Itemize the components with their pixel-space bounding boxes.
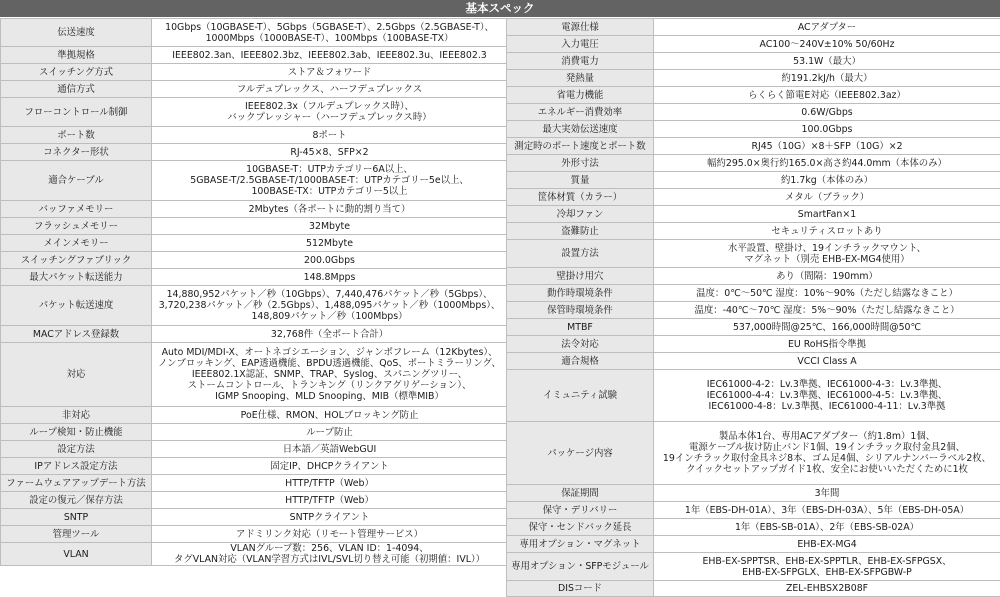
spec-row [1, 81, 508, 98]
spec-row [1, 64, 508, 81]
spec-row [1, 343, 508, 407]
spec-row [507, 53, 1000, 70]
spec-label: 設定の復元／保存方法 [1, 492, 152, 509]
spec-table-left-body [1, 19, 508, 566]
spec-label: スイッチングファブリック [1, 252, 152, 269]
spec-value: IEEE802.3an、IEEE802.3bz、IEEE802.3ab、IEEE802.3u、IEEE802.3 [152, 47, 508, 64]
spec-value: ACアダプター [654, 19, 1000, 36]
spec-value: 水平設置、壁掛け、19インチラックマウント、 マグネット（別売 EHB-EX-MG4使用） [654, 240, 1000, 268]
spec-row [507, 502, 1000, 519]
spec-value: EU RoHS指令準拠 [654, 336, 1000, 353]
spec-value: HTTP/TFTP（Web） [152, 492, 508, 509]
spec-value: 温度：-40℃～70℃ 湿度：5%～90%（ただし結露なきこと） [654, 302, 1000, 319]
spec-value: 148.8Mpps [152, 269, 508, 286]
spec-row [507, 553, 1000, 581]
spec-row [507, 172, 1000, 189]
spec-row [1, 543, 508, 566]
spec-value: VCCI Class A [654, 353, 1000, 370]
spec-label: 適合ケーブル [1, 161, 152, 201]
spec-value: 幅約295.0×奥行約165.0×高さ約44.0mm（本体のみ） [654, 155, 1000, 172]
spec-row [507, 519, 1000, 536]
spec-value: 32,768件（全ポート合計） [152, 326, 508, 343]
spec-value: 537,000時間@25℃、166,000時間@50℃ [654, 319, 1000, 336]
spec-row [507, 536, 1000, 553]
spec-value: EHB-EX-SPPTSR、EHB-EX-SPPTLR、EHB-EX-SFPGSX、 EHB-EX-SFPGLX、EHB-EX-SFPGBW-P [654, 553, 1000, 581]
spec-label: 省電力機能 [507, 87, 654, 104]
spec-value: 製品本体1台、専用ACアダプター（約1.8m）1個、 電源ケーブル抜け防止バンド1個、19インチラック取付金具2個、 19インチラック取付金具ネジ8本、ゴム足4個、シリアルナンバーラベル2枚、 クイックセットアップガイド1枚、安全にお使いいただくために1枚 [654, 422, 1000, 485]
spec-label: ループ検知・防止機能 [1, 424, 152, 441]
spec-label: 適合規格 [507, 353, 654, 370]
spec-value: アドミリンク対応（リモート管理サービス） [152, 526, 508, 543]
spec-value: 10Gbps（10GBASE-T）、5Gbps（5GBASE-T）、2.5Gbps（2.5GBASE-T）、 1000Mbps（1000BASE-T）、100Mbps（100BASE-TX） [152, 19, 508, 47]
spec-label: 専用オプション・マグネット [507, 536, 654, 553]
spec-label: 通信方式 [1, 81, 152, 98]
spec-label: パケット転送速度 [1, 286, 152, 326]
spec-value: フルデュプレックス、ハーフデュプレックス [152, 81, 508, 98]
spec-value: 3年間 [654, 485, 1000, 502]
spec-row [507, 87, 1000, 104]
spec-row [507, 189, 1000, 206]
spec-row [1, 475, 508, 492]
spec-value: 2Mbytes（各ポートに動的割り当て） [152, 201, 508, 218]
spec-value: メタル（ブラック） [654, 189, 1000, 206]
spec-row [1, 218, 508, 235]
spec-value: RJ-45×8、SFP×2 [152, 144, 508, 161]
spec-label: 保証期間 [507, 485, 654, 502]
spec-row [1, 235, 508, 252]
spec-value: 512Mbyte [152, 235, 508, 252]
spec-label: MACアドレス登録数 [1, 326, 152, 343]
spec-value: 32Mbyte [152, 218, 508, 235]
spec-value: らくらく節電E対応（IEEE802.3az） [654, 87, 1000, 104]
spec-label: フローコントロール制御 [1, 98, 152, 127]
spec-label: 消費電力 [507, 53, 654, 70]
spec-value: 固定IP、DHCPクライアント [152, 458, 508, 475]
spec-value: 日本語／英語WebGUI [152, 441, 508, 458]
spec-label: 設置方法 [507, 240, 654, 268]
spec-row [507, 138, 1000, 155]
spec-row [507, 581, 1000, 597]
spec-row [507, 155, 1000, 172]
spec-label: SNTP [1, 509, 152, 526]
spec-row [507, 302, 1000, 319]
spec-value: VLANグループ数：256、VLAN ID：1-4094、 タグVLAN対応（VLAN学習方式はIVL/SVL切り替え可能（初期値：IVL）） [152, 543, 508, 566]
spec-row [1, 509, 508, 526]
spec-label: 伝送速度 [1, 19, 152, 47]
spec-label: 質量 [507, 172, 654, 189]
spec-label: 入力電圧 [507, 36, 654, 53]
spec-value: IEEE802.3x（フルデュプレックス時）、 バックプレッシャー（ハーフデュプレックス時） [152, 98, 508, 127]
spec-value: 100.0Gbps [654, 121, 1000, 138]
spec-value: 約1.7kg（本体のみ） [654, 172, 1000, 189]
spec-value: Auto MDI/MDI-X、オートネゴシエーション、ジャンボフレーム（12Kbytes）、 ノンブロッキング、EAP透過機能、BPDU透過機能、QoS、ポートミラーリング、 IEEE802.1X認証、SNMP、TRAP、Syslog、スパニングツリー、 ストームコントロール、トランキング（リンクアグリゲーション）、 IGMP Snooping、MLD Snooping、MIB（標準MIB） [152, 343, 508, 407]
spec-label: 筐体材質（カラー） [507, 189, 654, 206]
spec-row [507, 19, 1000, 36]
spec-row [1, 424, 508, 441]
spec-row [1, 269, 508, 286]
spec-value: あり（間隔：190mm） [654, 268, 1000, 285]
spec-row [507, 268, 1000, 285]
spec-row [507, 336, 1000, 353]
spec-row [507, 70, 1000, 87]
spec-label: 電源仕様 [507, 19, 654, 36]
spec-row [507, 422, 1000, 485]
spec-row [1, 98, 508, 127]
spec-label: VLAN [1, 543, 152, 566]
spec-value: PoE仕様、RMON、HOLブロッキング防止 [152, 407, 508, 424]
spec-label: パッケージ内容 [507, 422, 654, 485]
spec-label: イミュニティ試験 [507, 370, 654, 422]
spec-label: 動作時環境条件 [507, 285, 654, 302]
spec-row [1, 526, 508, 543]
spec-value: 1年（EBS-DH-01A）、3年（EBS-DH-03A）、5年（EBS-DH-05A） [654, 502, 1000, 519]
spec-label: エネルギー消費効率 [507, 104, 654, 121]
spec-row [507, 353, 1000, 370]
spec-value: 10GBASE-T：UTPカテゴリー6A以上、 5GBASE-T/2.5GBASE-T/1000BASE-T：UTPカテゴリー5e以上、 100BASE-TX：UTPカテゴリー5以上 [152, 161, 508, 201]
spec-value: 53.1W（最大） [654, 53, 1000, 70]
spec-label: IPアドレス設定方法 [1, 458, 152, 475]
spec-row [507, 36, 1000, 53]
spec-label: 壁掛け用穴 [507, 268, 654, 285]
spec-label: 最大パケット転送能力 [1, 269, 152, 286]
spec-label: 測定時のポート速度とポート数 [507, 138, 654, 155]
spec-row [507, 223, 1000, 240]
spec-row [1, 201, 508, 218]
spec-row [1, 252, 508, 269]
spec-row [507, 485, 1000, 502]
spec-label: MTBF [507, 319, 654, 336]
spec-value: HTTP/TFTP（Web） [152, 475, 508, 492]
spec-value: セキュリティスロットあり [654, 223, 1000, 240]
spec-value: 約191.2kJ/h（最大） [654, 70, 1000, 87]
spec-value: SmartFan×1 [654, 206, 1000, 223]
spec-label: ポート数 [1, 127, 152, 144]
spec-row [507, 206, 1000, 223]
spec-label: 保守・センドバック延長 [507, 519, 654, 536]
spec-value: ZEL-EHBSX2B08F [654, 581, 1000, 597]
spec-label: 盗難防止 [507, 223, 654, 240]
spec-label: 保管時環境条件 [507, 302, 654, 319]
spec-label: DISコード [507, 581, 654, 597]
spec-value: 8ポート [152, 127, 508, 144]
spec-value: RJ45（10G）×8＋SFP（10G）×2 [654, 138, 1000, 155]
spec-value: EHB-EX-MG4 [654, 536, 1000, 553]
spec-label: 準拠規格 [1, 47, 152, 64]
spec-row [1, 441, 508, 458]
spec-label: 対応 [1, 343, 152, 407]
spec-row [1, 161, 508, 201]
spec-value: ストア＆フォワード [152, 64, 508, 81]
spec-value: 0.6W/Gbps [654, 104, 1000, 121]
spec-label: 法令対応 [507, 336, 654, 353]
spec-table-right-body [507, 19, 1000, 597]
spec-label: 保守・デリバリー [507, 502, 654, 519]
spec-value: ループ防止 [152, 424, 508, 441]
spec-table-right [506, 18, 1000, 597]
spec-row [1, 286, 508, 326]
spec-table-left [0, 18, 508, 566]
spec-value: IEC61000-4-2：Lv.3準拠、IEC61000-4-3：Lv.3準拠、 IEC61000-4-4：Lv.3準拠、IEC61000-4-5：Lv.3準拠、 IEC61000-4-8：Lv.3準拠、IEC61000-4-11：Lv.3準拠 [654, 370, 1000, 422]
spec-label: 管理ツール [1, 526, 152, 543]
spec-value: SNTPクライアント [152, 509, 508, 526]
spec-value: 200.0Gbps [152, 252, 508, 269]
page-title: 基本スペック [0, 0, 1000, 17]
spec-label: メインメモリー [1, 235, 152, 252]
spec-row [1, 19, 508, 47]
spec-label: 発熱量 [507, 70, 654, 87]
spec-label: 非対応 [1, 407, 152, 424]
spec-row [507, 240, 1000, 268]
spec-row [507, 370, 1000, 422]
spec-value: 温度：0℃～50℃ 湿度：10%～90%（ただし結露なきこと） [654, 285, 1000, 302]
spec-row [507, 104, 1000, 121]
spec-label: コネクター形状 [1, 144, 152, 161]
spec-row [1, 47, 508, 64]
spec-label: スイッチング方式 [1, 64, 152, 81]
spec-value: 1年（EBS-SB-01A）、2年（EBS-SB-02A） [654, 519, 1000, 536]
spec-label: フラッシュメモリー [1, 218, 152, 235]
spec-row [1, 144, 508, 161]
spec-row [1, 458, 508, 475]
spec-row [1, 326, 508, 343]
spec-row [1, 407, 508, 424]
spec-label: 外形寸法 [507, 155, 654, 172]
spec-value: AC100～240V±10% 50/60Hz [654, 36, 1000, 53]
spec-label: 設定方法 [1, 441, 152, 458]
spec-label: 最大実効伝送速度 [507, 121, 654, 138]
spec-label: 冷却ファン [507, 206, 654, 223]
spec-row [507, 319, 1000, 336]
spec-label: バッファメモリー [1, 201, 152, 218]
spec-value: 14,880,952パケット／秒（10Gbps）、7,440,476パケット／秒（5Gbps）、 3,720,238パケット／秒（2.5Gbps）、1,488,095パケット／秒（1000Mbps）、 148,809パケット／秒（100Mbps） [152, 286, 508, 326]
spec-row [507, 121, 1000, 138]
spec-label: ファームウェアアップデート方法 [1, 475, 152, 492]
spec-row [1, 492, 508, 509]
spec-label: 専用オプション・SFPモジュール [507, 553, 654, 581]
spec-row [507, 285, 1000, 302]
spec-row [1, 127, 508, 144]
